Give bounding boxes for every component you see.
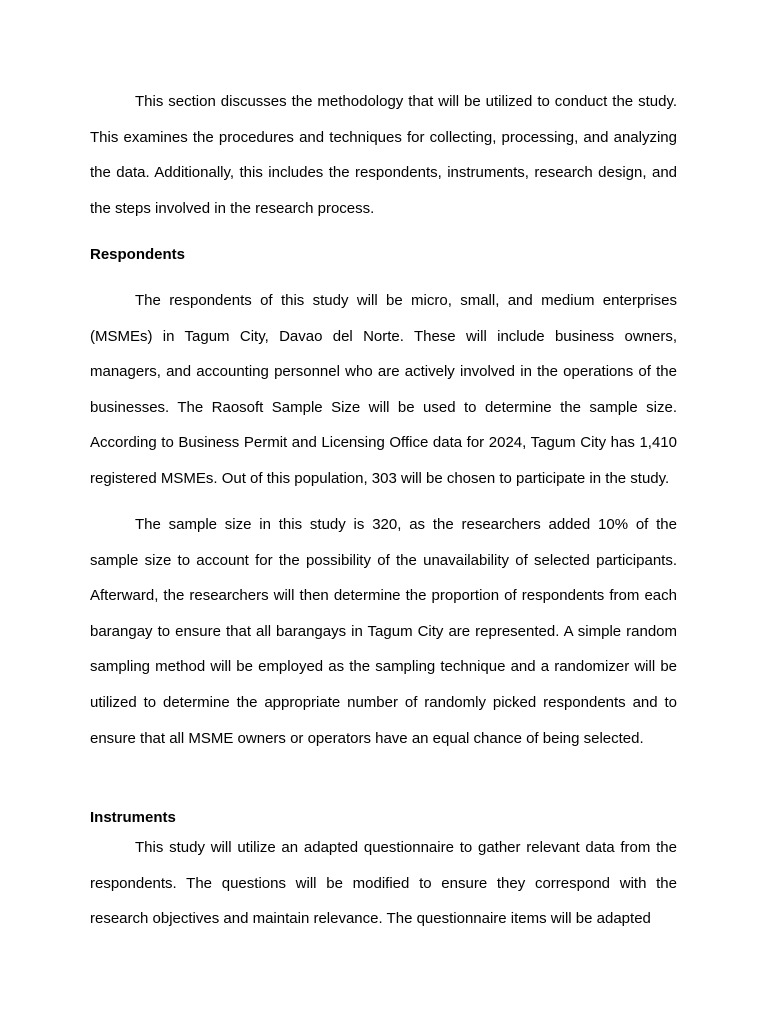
intro-paragraph: This section discusses the methodology that will be utilized to conduct the study. This examines the procedures and techniques for collecting, processing, and analyzing the data. Additionally, this includes the respondents, instruments, research design, and the steps involved in the research process. xyxy=(90,93,677,217)
respondents-heading: Respondents xyxy=(90,246,186,263)
respondents-paragraph-1: The respondents of this study will be micro, small, and medium enterprises (MSMEs) in Tagum City, Davao del Norte. These will include business owners, managers, and accounting personnel who are actively involved in the operations of the businesses. The Raosoft Sample Size will be used to determine the sample size. According to Business Permit and Licensing Office data for 2024, Tagum City has 1,410 registered MSMEs. Out of this population, 303 will be chosen to participate in the study. xyxy=(90,292,677,487)
respondents-paragraph-2: The sample size in this study is 320, as the researchers added 10% of the sample size to account for the possibility of the unavailability of selected participants. Afterward, the researchers will then determine the proportion of respondents from each barangay to ensure that all barangays in Tagum City are represented. A simple random sampling method will be employed as the sampling technique and a randomizer will be utilized to determine the appropriate number of randomly picked respondents and to ensure that all MSME owners or operators have an equal chance of being selected. xyxy=(90,516,677,747)
instruments-heading: Instruments xyxy=(90,809,176,826)
instruments-paragraph-1: This study will utilize an adapted questionnaire to gather relevant data from the respondents. The questions will be modified to ensure they correspond with the research objectives and maintain relevance. The questionnaire items will be adapted xyxy=(90,839,677,928)
